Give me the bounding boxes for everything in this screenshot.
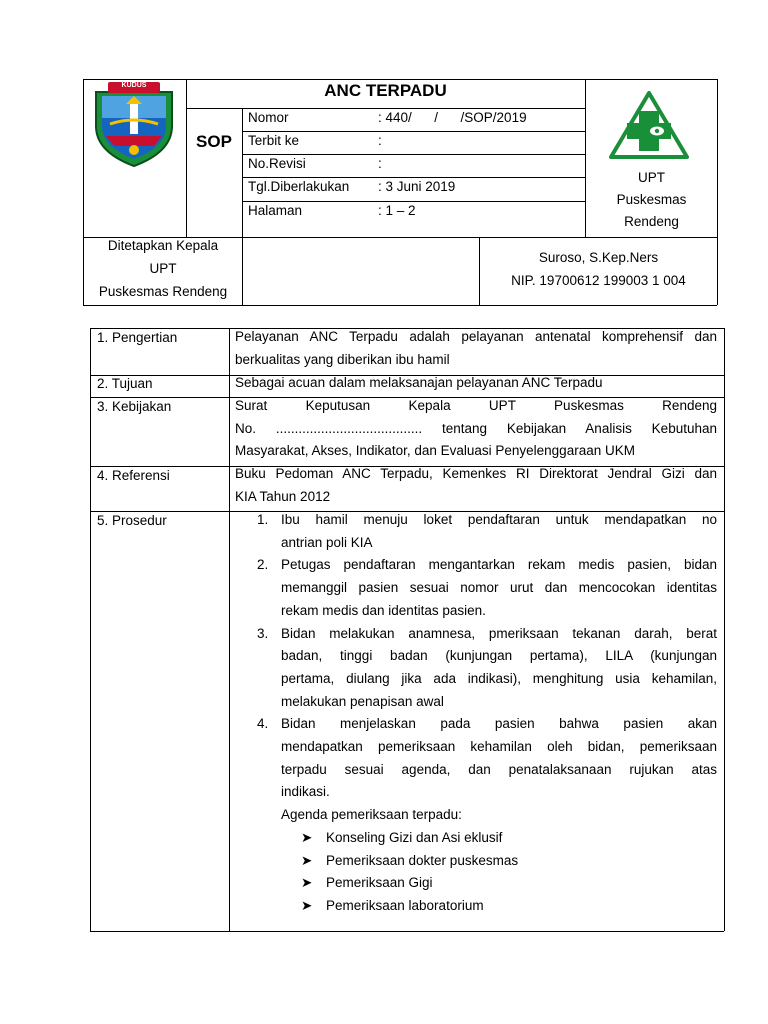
document-title: ANC TERPADU [324,81,447,100]
section-label-referensi: 4. Referensi [97,468,170,483]
pengertian-line: berkualitas yang diberikan ibu hamil [235,351,450,367]
section-label-prosedur: 5. Prosedur [97,513,167,528]
arrow-bullet-icon: ➤ [301,875,313,891]
logo-banner-text: KUDUS [121,82,147,89]
regency-logo [92,80,176,168]
step-line: indikasi. [281,784,330,800]
referensi-line: KIA Tahun 2012 [235,488,331,504]
arrow-bullet-icon: ➤ [301,852,313,868]
field-label-nomor: Nomor [248,110,289,125]
puskesmas-logo-icon [609,91,689,159]
agenda-item-text: Pemeriksaan dokter puskesmas [326,852,519,868]
section-label-kebijakan: 3. Kebijakan [97,399,172,414]
org-line-2: Puskesmas [616,192,687,207]
step-line: mendapatkan pemeriksaan kehamilan oleh bidan, pemeriksaan [281,739,717,755]
step-number: 2. [257,557,269,573]
agenda-item [301,827,717,850]
prosedur-step [255,623,717,714]
arrow-bullet-icon: ➤ [301,829,313,845]
agenda-title: Agenda pemeriksaan terpadu: [281,807,462,823]
agenda-item-text: Konseling Gizi dan Asi eklusif [326,829,503,845]
field-value-tgl: : 3 Juni 2019 [378,179,456,194]
kebijakan-line: No. ....................................... tentang Kebijakan Analisis Kebutuhan [235,420,717,436]
pengertian-text [235,326,717,371]
step-line: Bidan menjelaskan pada pasien bahwa pasien akan [281,716,717,732]
prosedur-steps [255,509,717,918]
established-line-3: Puskesmas Rendeng [98,284,228,299]
step-line: Ibu hamil menuju loket pendaftaran untuk mendapatkan no [281,512,717,527]
referensi-text [235,463,717,508]
step-line: rekam medis dan identitas pasien. [281,602,486,618]
step-line: pertama, diulang jika ada indikasi), menghitung usia kehamilan, [281,670,717,686]
step-line: melakukan penapisan awal [281,693,444,709]
tujuan-line: Sebagai acuan dalam melaksanajan pelayanan ANC Terpadu [235,375,603,390]
agenda-list [255,827,717,918]
step-line: Petugas pendaftaran mengantarkan rekam medis pasien, bidan [281,557,717,573]
signer-nip: NIP. 19700612 199003 1 004 [511,273,686,288]
established-line-1: Ditetapkan Kepala [107,238,219,253]
agenda-item [301,850,717,873]
prosedur-step [255,554,717,622]
field-value-halaman: : 1 – 2 [378,203,416,218]
prosedur-step [255,713,717,804]
established-line-2: UPT [149,261,177,276]
step-line: badan, tinggi badan (kunjungan pertama), LILA (kunjungan [281,648,717,664]
agenda-item [301,895,717,918]
arrow-bullet-icon: ➤ [301,897,313,913]
step-line: antrian poli KIA [281,534,373,550]
pengertian-line: Pelayanan ANC Terpadu adalah pelayanan antenatal komprehensif dan [235,329,717,344]
org-line-1: UPT [638,170,665,185]
step-line: terpadu sesuai agenda, dan penatalaksanaan rujukan atas [281,761,717,777]
prosedur-step [255,509,717,554]
tujuan-text [235,372,717,395]
field-label-revisi: No.Revisi [248,156,306,171]
agenda-item-text: Pemeriksaan Gigi [326,875,433,891]
sop-label: SOP [196,132,232,151]
referensi-line: Buku Pedoman ANC Terpadu, Kemenkes RI Direktorat Jendral Gizi dan [235,466,717,481]
field-label-tgl: Tgl.Diberlakukan [248,179,350,194]
field-value-revisi: : [378,156,382,171]
field-label-halaman: Halaman [248,203,303,218]
kebijakan-line: Surat Keputusan Kepala UPT Puskesmas Rendeng [235,398,717,413]
kebijakan-line: Masyarakat, Akses, Indikator, dan Evaluasi Penyelenggaraan UKM [235,443,635,459]
signer-name: Suroso, S.Kep.Ners [538,250,659,265]
step-line: Bidan melakukan anamnesa, pmeriksaan tekanan darah, berat [281,625,717,641]
agenda-item-text: Pemeriksaan laboratorium [326,897,484,913]
agenda-item [301,872,717,895]
field-value-nomor: : 440/ / /SOP/2019 [378,110,527,125]
step-number: 3. [257,625,269,641]
step-number: 4. [257,716,269,732]
kebijakan-text [235,395,717,463]
step-number: 1. [257,512,269,527]
section-label-pengertian: 1. Pengertian [97,330,178,345]
field-value-terbit: : [378,133,382,148]
section-label-tujuan: 2. Tujuan [97,376,153,391]
step-line: memanggil pasien sesuai nomor urut dan mencocokan identitas [281,580,717,596]
field-label-terbit: Terbit ke [248,133,300,148]
org-line-3: Rendeng [624,214,679,229]
